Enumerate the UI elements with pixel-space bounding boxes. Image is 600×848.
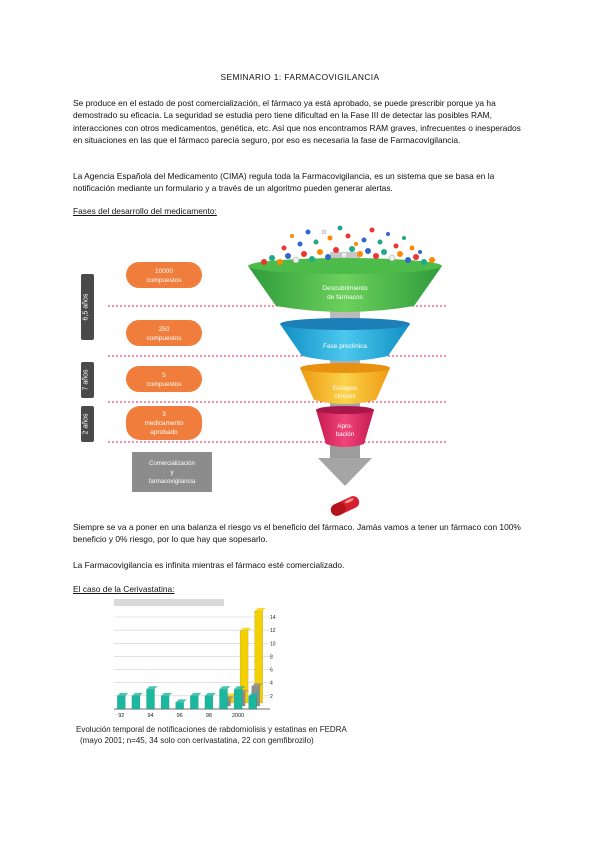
chart-bar-otras-estatinas-97 xyxy=(190,696,198,709)
svg-text:Descubrimiento: Descubrimiento xyxy=(322,285,368,292)
svg-text:bación: bación xyxy=(335,431,355,438)
svg-text:y: y xyxy=(170,470,174,476)
chart-bar-otras-estatinas-99 xyxy=(219,689,227,709)
svg-text:Fase preclínica: Fase preclínica xyxy=(322,343,368,350)
year-label-3: 2 años xyxy=(82,413,90,435)
svg-text:compuestos: compuestos xyxy=(146,381,182,388)
drug-development-funnel xyxy=(68,222,456,524)
svg-text:10000: 10000 xyxy=(154,268,174,275)
year-label-2: 7 años xyxy=(82,369,90,391)
svg-text:de fármacos: de fármacos xyxy=(327,294,363,301)
chart-y-tick-label: 8 xyxy=(270,654,273,661)
year-label-1: 6,5 años xyxy=(82,293,90,321)
svg-text:farmacovigilancia: farmacovigilancia xyxy=(148,479,196,485)
paragraph-infinita: La Farmacovigilancia es infinita mientras el fármaco esté comercializado. xyxy=(73,560,345,570)
bubble-5 xyxy=(126,366,202,392)
chart-y-tick-label: 2 xyxy=(270,693,273,700)
section-heading-fases: Fases del desarrollo del medicamento: xyxy=(73,206,217,216)
svg-text:aprobado: aprobado xyxy=(150,429,178,436)
svg-text:3: 3 xyxy=(162,411,166,418)
chart-x-tick-label: 96 xyxy=(176,713,183,719)
chart-y-tick-label: 6 xyxy=(270,667,273,674)
bubble-10000 xyxy=(126,262,202,288)
paragraph-balanza: Siempre se va a poner en una balanza el riesgo vs el beneficio del fármaco. Jamás vamos a tener un fármaco con 100% beneficio y 0% riesgo, por lo que hay que sopesarlo. xyxy=(73,522,521,545)
bubble-250 xyxy=(126,320,202,346)
cerivastatina-chart-figure xyxy=(74,597,366,749)
cerivastatina-chart xyxy=(74,597,366,723)
svg-text:compuestos: compuestos xyxy=(146,277,182,284)
svg-text:Apro-: Apro- xyxy=(337,423,353,430)
chart-y-tick-label: 4 xyxy=(270,680,273,687)
svg-text:compuestos: compuestos xyxy=(146,335,182,342)
chart-bar-otras-estatinas-2000 xyxy=(234,689,242,709)
chart-x-tick-label: 98 xyxy=(205,713,212,719)
chart-y-tick-label: 14 xyxy=(270,615,276,621)
chart-caption-line1: Evolución temporal de notificaciones de rabdomiolisis y estatinas en FEDRA xyxy=(76,725,347,734)
pill-icon xyxy=(329,494,361,518)
chart-y-tick-label: 12 xyxy=(270,628,276,635)
chart-y-tick-label: 10 xyxy=(270,641,276,648)
svg-text:5: 5 xyxy=(162,372,166,379)
svg-text:250: 250 xyxy=(158,326,170,333)
chart-caption-line2: (mayo 2001; n=45, 34 solo con cerivastatina, 22 con gemfibrozilo) xyxy=(80,736,314,745)
svg-text:clínicos: clínicos xyxy=(334,393,356,400)
chart-bar-otras-estatinas-92 xyxy=(117,696,125,709)
chart-bar-otras-estatinas-98 xyxy=(205,696,213,709)
chart-bar-otras-estatinas-93 xyxy=(132,696,140,709)
page-title: SEMINARIO 1: FARMACOVIGILANCIA xyxy=(220,72,380,82)
svg-text:medicamento: medicamento xyxy=(144,420,184,427)
section-heading-caso: El caso de la Cerivastatina: xyxy=(73,584,175,594)
chart-title-strip xyxy=(114,599,224,606)
chart-bar-otras-estatinas-96 xyxy=(176,702,184,709)
chart-bar-otras-estatinas-2001 xyxy=(249,696,257,709)
chart-x-tick-label: 92 xyxy=(118,713,125,719)
chart-x-tick-label: 2000 xyxy=(231,713,245,719)
funnel-arrow-head xyxy=(318,458,372,486)
paragraph-cima: La Agencia Española del Medicamento (CIMA) regula toda la Farmacovigilancia, es un sistema que se basa en la notificación mediante un formulario y a través de un algoritmo pueden generar alertas. xyxy=(73,171,495,194)
paragraph-intro: Se produce en el estado de post comercialización, el fármaco ya está aprobado, se puede prescribir porque ya ha demostrado su eficacia. La seguridad se estudia pero tiene dificultad en la Fase III de detectar las posibles RAM, interacciones con otros medicamentos, genética, etc. Así que nos encontramos RAM graves, infrecuentes o inesperados en situaciones en las que el fármaco parecía seguro, por eso es necesaria la fase de Farmacovigilancia. xyxy=(73,98,521,146)
chart-x-tick-label: 94 xyxy=(147,713,154,719)
svg-text:Comercialización: Comercialización xyxy=(149,461,195,467)
svg-text:Ensayos: Ensayos xyxy=(332,385,358,392)
chart-bar-otras-estatinas-94 xyxy=(146,689,154,709)
chart-bar-otras-estatinas-95 xyxy=(161,696,169,709)
